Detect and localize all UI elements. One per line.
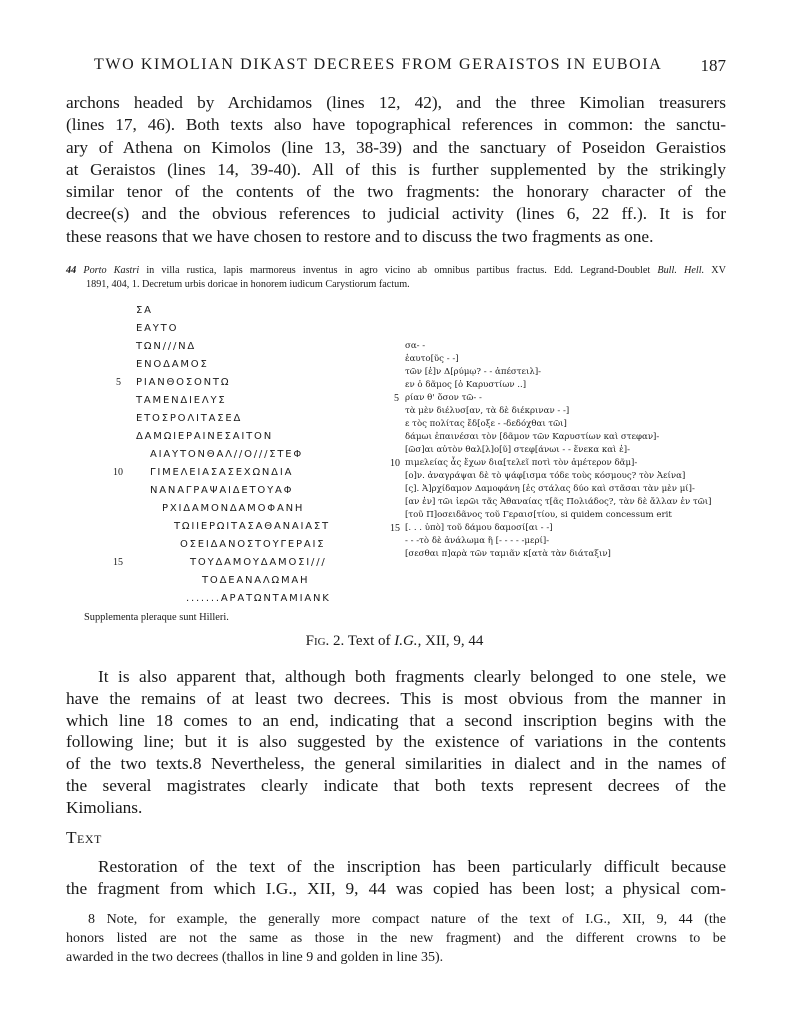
minuscule-line: [. . . ὑπὸ] τοῦ δάμου δαμοσί[αι - -]	[405, 523, 553, 533]
majuscule-line: ΤΟΔΕΑΝΑΛΩΜΑΗ	[202, 575, 310, 586]
footnote-line: 8 Note, for example, the generally more compact nature of the text of I.G., XII, 9, 44 (the	[88, 912, 726, 927]
figure-caption	[0, 633, 789, 650]
majuscule-line: ΤΑΜΕΝΔΙΕΛΥΣ	[136, 395, 227, 406]
majuscule-line: ΟΣΕΙΔΑΝΟΣΤΟΥΓΕΡΑΙΣ	[180, 539, 326, 550]
line-number: 15	[113, 557, 123, 568]
line-number: 5	[116, 377, 121, 388]
majuscule-line: ΓΙΜΕΛΕΙΑΣΑΣΕΧΩΝΔΙΑ	[150, 467, 294, 478]
text-line: It is also apparent that, although both fragments clearly belonged to one stele, we	[98, 667, 726, 686]
paragraph-intro	[66, 92, 726, 248]
running-title: TWO KIMOLIAN DIKAST DECREES FROM GERAISTOS IN EUBOIA	[94, 56, 663, 73]
text-line: these reasons that we have chosen to restore and to discuss the two fragments as one.	[66, 226, 654, 246]
paragraph-decrees	[66, 666, 726, 819]
majuscule-line: ΕΤΟΣΡΟΛΙΤΑΣΕΔ	[136, 413, 243, 424]
section-heading: Text	[66, 828, 102, 847]
minuscule-line: πιμελείας ἇς ἔχων δια[τελεῖ ποτὶ τὸν ἁμέτερον δᾶμ]-	[405, 458, 638, 468]
text-line: the several magistrates clearly indicate that both texts represent decrees of the	[66, 775, 726, 795]
caption-rest: , XII, 9, 44	[417, 633, 484, 649]
catalog-place: Porto Kastri	[83, 265, 140, 276]
minuscule-line: - - -τὸ δὲ ἀνάλωμα ἢ [- - - - -μερί]-	[405, 536, 550, 546]
minuscule-line: δάμωι ἐπαινέσαι τὸν [δᾶμον τῶν Καρυστίων καὶ στεφαν]-	[405, 432, 660, 442]
majuscule-line: ΕΝΟΔΑΜΟΣ	[136, 359, 209, 370]
majuscule-line: .......ΑΡΑΤΩΝΤΑΜΙΑΝΚ	[186, 593, 331, 604]
majuscule-line: ΡΙΑΝΘΟΣΟΝΤΩ	[136, 377, 231, 388]
supplement-note: Supplementa pleraque sunt Hilleri.	[84, 612, 229, 623]
minuscule-line: τῶν [ἐ]ν Δ[ρύμῳ? - - ἀπέστειλ]-	[405, 367, 542, 377]
minuscule-line: [σεσθαι π]αρὰ τῶν ταμιᾶν κ[ατὰ τὰν διάταξιν]	[405, 549, 611, 559]
text-line: Kimolians.	[66, 797, 143, 817]
minuscule-line: σα- -	[405, 341, 426, 351]
catalog-line-2: 1891, 404, 1. Decretum urbis doricae in honorem iudicum Carystiorum factum.	[86, 279, 410, 290]
caption-text: Text of	[344, 633, 395, 649]
footnote-line: awarded in the two decrees (thallos in line 9 and golden in line 35).	[66, 950, 444, 965]
line-number: 10	[390, 458, 400, 469]
catalog-line-1	[66, 264, 726, 278]
minuscule-line: [τοῦ Π]οσειδᾶνος τοῦ Γεραισ[τίου, si quidem concessum erit	[405, 510, 672, 520]
majuscule-line: ΣΑ	[136, 305, 153, 316]
footnote-line: honors listed are not the same as those in the new fragment) and the different crowns to be	[66, 931, 726, 946]
paragraph-text	[66, 856, 726, 900]
minuscule-line: [ῶσ]αι αὐτὸν θαλ[λ]ο[ῦ] στεφ[άνωι - - ἕνεκα καὶ ἐ]-	[405, 445, 630, 455]
line-number: 5	[394, 393, 399, 404]
text-line: of the two texts.8 Nevertheless, the general similarities in dialect and in the names of	[66, 754, 726, 774]
catalog-entry	[66, 264, 726, 292]
minuscule-line: ρίαν θ' ὅσον τῶ- -	[405, 393, 482, 403]
text-line: similar tenor of the contents of the two fragments: the honorary character of the	[66, 182, 726, 202]
text-line: decree(s) and the obvious references to judicial activity (lines 6, 22 ff.). It is for	[66, 204, 726, 224]
minuscule-line: εν ὁ δᾶμος [ὁ Καρυστίων ..]	[405, 380, 527, 390]
text-line: at Geraistos (lines 14, 39-40). All of this is further supplemented by the strikingly	[66, 159, 726, 179]
majuscule-line: ΑΙΑΥΤΟΝΘΑΛ//Ο///ΣΤΕΦ	[150, 449, 304, 460]
caption-ref: I.G.	[394, 633, 418, 649]
minuscule-line: [ο]ν. ἀναγράψαι δὲ τὸ ψάφ[ισμα τόδε τοὺς κόσμους? τὸν Ἀείνα]	[405, 471, 686, 481]
majuscule-line: ΡΧΙΔΑΜΟΝΔΑΜΟΦΑΝΗ	[162, 503, 305, 514]
text-line: Restoration of the text of the inscription has been particularly difficult because	[98, 857, 726, 876]
text-line: which line 18 comes to an end, indicating that a second inscription begins with the	[66, 710, 726, 730]
majuscule-line: ΕΑΥΤΟ	[136, 323, 179, 334]
minuscule-line: ἑαυτο[ῦς - -]	[405, 354, 459, 364]
majuscule-line: ΤΩΙΙΕΡΩΙΤΑΣΑΘΑΝΑΙΑΣΤ	[174, 521, 330, 532]
line-number: 10	[113, 467, 123, 478]
footnote	[66, 910, 726, 967]
minuscule-line: ε τὸς πολίτας ἔδ[οξε - -δεδόχθαι τῶι]	[405, 419, 567, 429]
catalog-journal: Bull. Hell.	[657, 265, 705, 276]
minuscule-line: [αν ἐν] τῶι ἱερῶι τᾶς Ἀθαναίας τ[ᾶς Πολιάδος?, τὰν δὲ ἄλλαν ἐν τῶι]	[405, 497, 712, 507]
majuscule-line: ΤΟΥΔΑΜΟΥΔΑΜΟΣΙ///	[190, 557, 327, 568]
minuscule-line: τὰ μὲν διέλυσ[αν, τὰ δὲ διέκριναν - -]	[405, 406, 570, 416]
text-line: following line; but it is also suggested by the existence of variations in the contents	[66, 732, 726, 752]
minuscule-line: [ς]. Ἀ]ρχίδαμον Δαμοφάνη [ἐς στάλας δύο καὶ στᾶσαι τὰν μὲν μί]-	[405, 484, 695, 494]
majuscule-line: ΔΑΜΩΙΕΡΑΙΝΕΣΑΙΤΟΝ	[136, 431, 274, 442]
text-line: ary of Athena on Kimolos (line 13, 38-39) and the sanctuary of Poseidon Geraistios	[66, 137, 726, 157]
text-line: archons headed by Archidamos (lines 12, 42), and the three Kimolian treasurers	[66, 93, 726, 112]
page-number: 187	[700, 56, 726, 75]
running-header	[70, 56, 726, 78]
figure-label: Fig. 2.	[305, 633, 345, 649]
majuscule-line: ΝΑΝΑΓΡΑΨΑΙΔΕΤΟΥΑΦ	[150, 485, 294, 496]
catalog-volume: XV	[704, 265, 726, 276]
line-number: 15	[390, 523, 400, 534]
text-line: the fragment from which I.G., XII, 9, 44 was copied has been lost; a physical com-	[66, 878, 726, 898]
text-line: have the remains of at least two decrees. This is most obvious from the manner in	[66, 688, 726, 708]
text-line: (lines 17, 46). Both texts also have topographical references in common: the sanctu-	[66, 115, 726, 135]
catalog-number: 44	[66, 265, 77, 276]
majuscule-line: ΤΩΝ///ΝΔ	[136, 341, 197, 352]
catalog-text: in villa rustica, lapis marmoreus inventus in agro vicino ab omnibus partibus fractus. Edd. Legrand-Doublet	[139, 265, 658, 276]
